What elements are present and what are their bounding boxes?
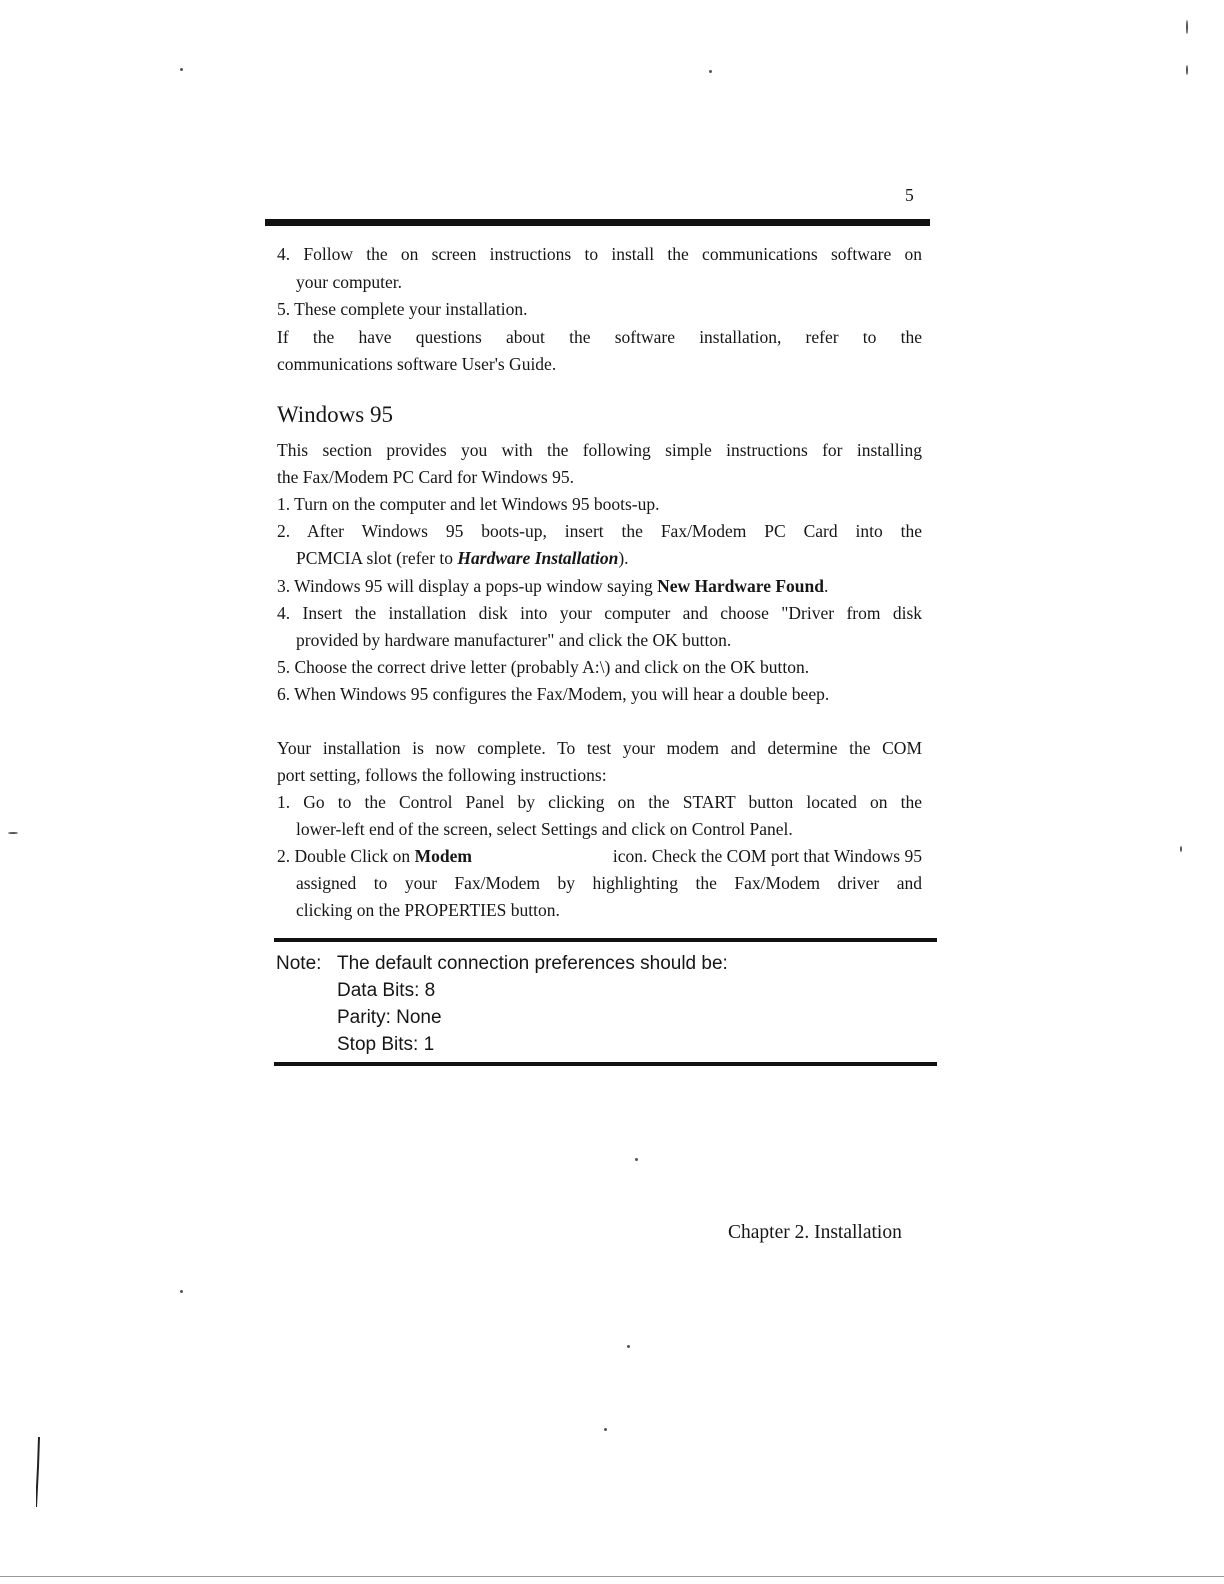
note-bottom-rule: [274, 1062, 937, 1066]
scan-speck: [604, 1428, 607, 1431]
install-step-4-line-1: 4. Insert the installation disk into your computer and choose "Driver from disk: [277, 603, 922, 623]
intro-item-4-line-2: your computer.: [296, 272, 402, 292]
section-intro-line-1: This section provides you with the following simple instructions for installing: [277, 440, 922, 460]
scan-speck: [1186, 65, 1188, 75]
margin-pen-mark: [36, 1437, 40, 1507]
intro-item-4-line-1: 4. Follow the on screen instructions to install the communications software on: [277, 244, 922, 264]
scan-speck: [180, 68, 183, 71]
new-hardware-found-text: New Hardware Found: [657, 576, 824, 596]
install-step-5: 5. Choose the correct drive letter (probably A:\) and click on the OK button.: [277, 657, 810, 677]
chapter-footer: Chapter 2. Installation: [728, 1222, 902, 1243]
install-step-6: 6. When Windows 95 configures the Fax/Modem, you will hear a double beep.: [277, 684, 830, 704]
scan-bottom-edge: [0, 1576, 1224, 1577]
note-data-bits: Data Bits: 8: [337, 980, 436, 1001]
install-step-3-suffix: .: [823, 576, 829, 596]
note-label: Note:: [276, 953, 322, 974]
install-step-2-line-1: 2. After Windows 95 boots-up, insert the Fax/Modem PC Card into the: [277, 521, 922, 541]
test-step-2-suffix: icon. Check the COM port that Windows 95: [612, 846, 922, 866]
install-step-2-line-2: [296, 548, 629, 569]
scan-speck: [1180, 846, 1182, 852]
section-intro-line-2: the Fax/Modem PC Card for Windows 95.: [277, 467, 574, 487]
install-step-3: [277, 576, 828, 597]
scan-speck: [709, 70, 712, 73]
test-step-1-line-2: lower-left end of the screen, select Settings and click on Control Panel.: [296, 819, 793, 839]
test-intro-line-2: port setting, follows the following instructions:: [277, 765, 607, 785]
page-number: 5: [905, 185, 914, 205]
install-step-2-prefix: PCMCIA slot (refer to: [296, 548, 458, 568]
scan-speck: [627, 1345, 630, 1348]
test-step-2-prefix: [277, 846, 472, 867]
test-step-1-line-1: 1. Go to the Control Panel by clicking on the START button located on the: [277, 792, 922, 812]
test-step-2-line-3: clicking on the PROPERTIES button.: [296, 900, 560, 920]
question-line-1: If the have questions about the software installation, refer to the: [277, 327, 922, 347]
test-intro-line-1: Your installation is now complete. To test your modem and determine the COM: [277, 738, 922, 758]
scan-speck: [635, 1158, 638, 1161]
scan-speck: [1186, 20, 1188, 34]
header-rule: [265, 219, 930, 226]
note-line-1: The default connection preferences should be:: [337, 953, 728, 974]
note-parity: Parity: None: [337, 1007, 442, 1028]
install-step-1: 1. Turn on the computer and let Windows 95 boots-up.: [277, 494, 660, 514]
test-step-2-line-2: assigned to your Fax/Modem by highlighting the Fax/Modem driver and: [296, 873, 922, 893]
modem-icon-label: Modem: [414, 846, 472, 866]
note-top-rule: [274, 938, 937, 942]
test-step-2-line-1: [277, 846, 922, 867]
intro-item-5: 5. These complete your installation.: [277, 299, 528, 319]
install-step-2-suffix: ).: [618, 548, 629, 568]
scan-speck: [180, 1290, 183, 1293]
install-step-4-line-2: provided by hardware manufacturer" and click the OK button.: [296, 630, 732, 650]
scan-speck: [8, 832, 18, 834]
note-stop-bits: Stop Bits: 1: [337, 1034, 435, 1055]
install-step-3-prefix: 3. Windows 95 will display a pops-up window saying: [277, 576, 658, 596]
section-heading: Windows 95: [277, 402, 393, 427]
question-line-2: communications software User's Guide.: [277, 354, 557, 374]
hardware-installation-reference: Hardware Installation: [457, 548, 619, 568]
test-step-2-prefix-text: 2. Double Click on: [277, 846, 415, 866]
